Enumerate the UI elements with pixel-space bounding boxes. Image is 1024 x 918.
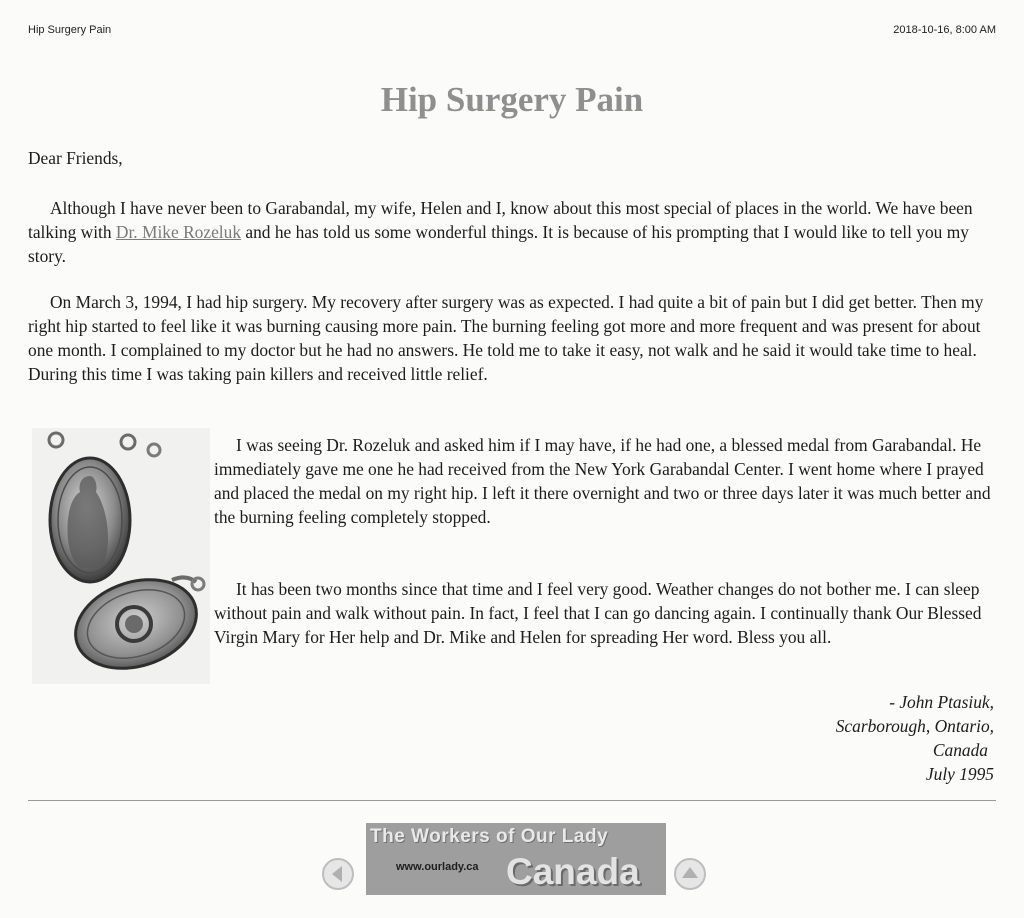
page-title: Hip Surgery Pain	[380, 80, 644, 119]
paragraph-intro-text-2: and he has told us some wonderful things. It is because of his prompting that I would like to tell you my story.	[28, 222, 969, 266]
footer-divider	[28, 800, 996, 801]
print-header-title: Hip Surgery Pain	[28, 24, 112, 36]
banner-url: www.ourlady.ca	[396, 861, 479, 873]
dr-rozeluk-link[interactable]: Dr. Mike Rozeluk	[115, 222, 242, 242]
medal-photo	[32, 428, 210, 684]
paragraph-intro	[28, 196, 998, 268]
paragraph-recovery: It has been two months since that time and I feel very good. Weather changes do not bother me. I can sleep without pain and walk without pain. In fact, I feel that I can go dancing again. I continually thank Our Blessed Virgin Mary for Her help and Dr. Mike and Helen for spreading Her word. Bless you all.	[214, 579, 982, 647]
arrow-up-icon[interactable]	[670, 856, 710, 892]
signature-city: Scarborough, Ontario,	[835, 716, 994, 736]
banner-org-name: The Workers of Our Lady	[370, 826, 609, 847]
workers-of-our-lady-banner[interactable]	[366, 823, 666, 895]
print-header-timestamp: 2018-10-16, 8:00 AM	[893, 24, 996, 36]
signature-country: Canada	[932, 740, 988, 760]
arrow-left-icon[interactable]	[318, 856, 358, 892]
banner-country: Canada	[506, 851, 640, 892]
signature-date: July 1995	[925, 764, 994, 784]
paragraph-medal: I was seeing Dr. Rozeluk and asked him if I may have, if he had one, a blessed medal from Garabandal. He immediately gave me one he had received from the New York Garabandal Center. I went home where I prayed and placed the medal on my right hip. I left it there overnight and two or three days later it was much better and the burning feeling completely stopped.	[214, 435, 991, 527]
paragraph-surgery: On March 3, 1994, I had hip surgery. My recovery after surgery was as expected. I had quite a bit of pain but I did get better. Then my right hip started to feel like it was burning causing more pain. The burning feeling got more and more frequent and was present for about one month. I complained to my doctor but he had no answers. He told me to take it easy, not walk and he said it would take time to heal. During this time I was taking pain killers and received little relief.	[28, 292, 984, 384]
signature-block	[836, 690, 994, 786]
greeting: Dear Friends,	[28, 148, 123, 168]
paragraph-intro-text-1: Although I have never been to Garabandal, my wife, Helen and I, know about this most special of places in the world. We have been talking with	[28, 198, 973, 242]
signature-name: - John Ptasiuk,	[889, 692, 994, 712]
